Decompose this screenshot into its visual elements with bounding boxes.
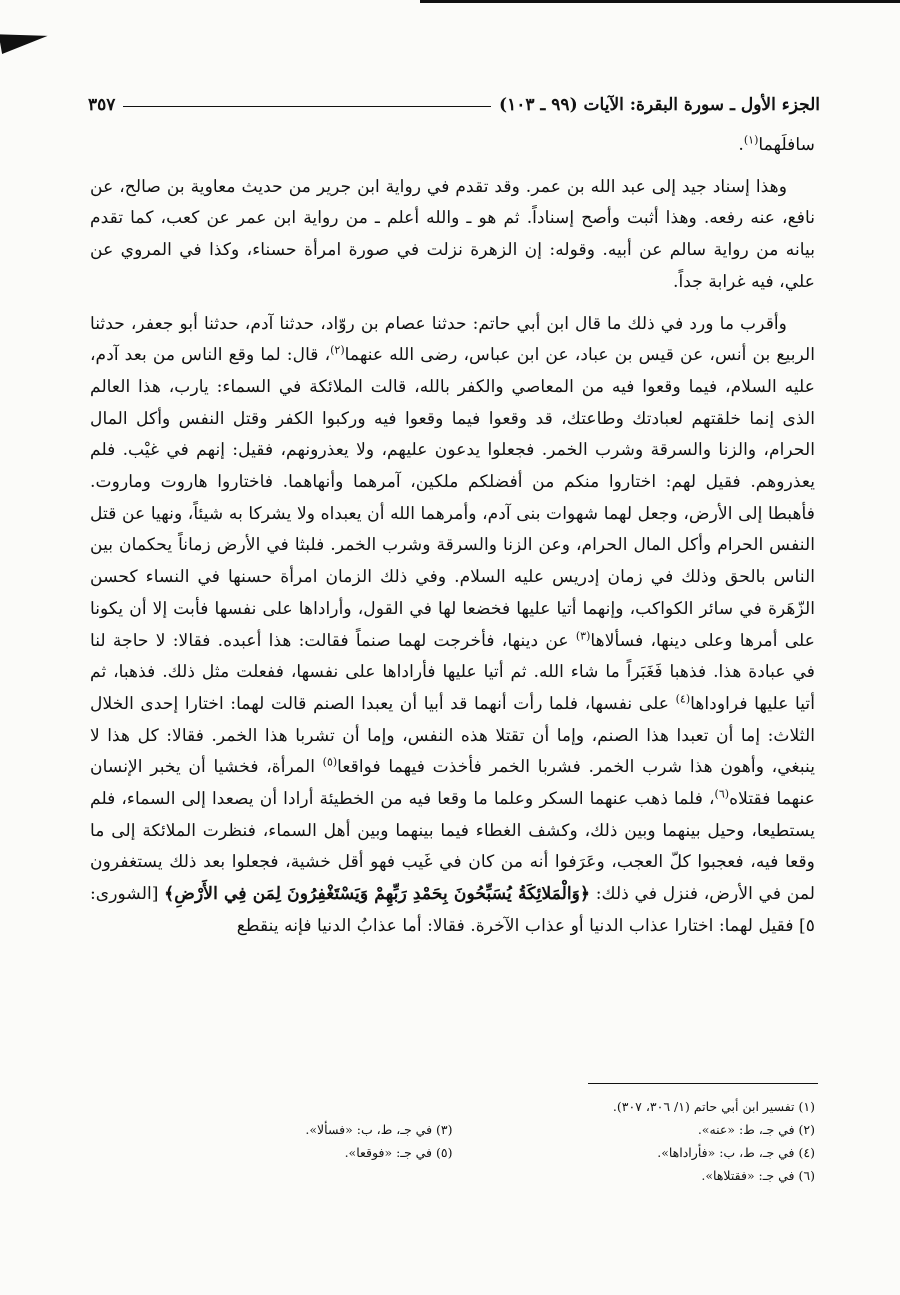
main-text xyxy=(90,130,815,943)
top-edge-rule xyxy=(420,0,900,12)
footnote-2: (٢) في جـ، ط: «عنه». xyxy=(697,1122,815,1137)
footnote-4: (٤) في جـ، ط، ب: «فأراداها». xyxy=(657,1145,815,1160)
footnote-5: (٥) في جـ: «فوقعا». xyxy=(344,1145,453,1160)
footnote-6: (٦) في جـ: «فقتلاها». xyxy=(701,1168,815,1183)
corner-arrow-mark xyxy=(0,26,49,54)
paragraph-isnad: وهذا إسناد جيد إلى عبد الله بن عمر. وقد تقدم في رواية ابن جرير من حديث معاوية بن صالح، عن نافع، عنه رفعه. وهذا أثبت وأصح إسناداً. ثم هو ـ والله أعلم ـ من رواية ابن عمر عن كعب، كما تقدم بيانه من رواية سالم عن أبيه. وقوله: إن الزهرة نزلت في صورة امرأة حسناء، وكذا في المروي عن علي، فيه غرابة جداً. xyxy=(90,176,815,292)
footnote-1: (١) تفسير ابن أبي حاتم (١/ ٣٠٦، ٣٠٧). xyxy=(612,1099,815,1114)
header-rule xyxy=(123,106,491,107)
page-number: ٣٥٧ xyxy=(88,95,116,115)
footnotes xyxy=(90,1095,815,1187)
footnote-3: (٣) في جـ، ط، ب: «فسألا». xyxy=(305,1122,453,1137)
running-header xyxy=(88,92,820,118)
paragraph-continuation: سافلَهما$^{(١)}$. xyxy=(738,133,815,155)
header-title: الجزء الأول ـ سورة البقرة: الآيات (٩٩ ـ ١٠٣) xyxy=(499,95,820,115)
paragraph-narration: وأقرب ما ورد في ذلك ما قال ابن أبي حاتم: حدثنا عصام بن روّاد، حدثنا آدم، حدثنا أبو جعفر، حدثنا الربيع بن أنس، عن قيس بن عباد، عن ابن عباس، رضى الله عنهما$^{(٢)}$، قال: لما وقع الناس من بعد آدم، عليه السلام، فيما وقعوا فيه من المعاصي والكفر بالله، قالت الملائكة في السماء: يارب، هذا العالم الذى إنما خلقتهم لعبادتك وطاعتك، قد وقعوا فيما وقعوا فيه وركبوا الكفر وقتل النفس وأكل المال الحرام، والزنا والسرقة وشرب الخمر. فجعلوا يدعون عليهم، ولا يعذرونهم، فقيل: إنهم في غيْب. فلم يعذروهم. فقيل لهم: اختاروا منكم من أفضلكم ملكين، آمرهما وأنهاهما. فاختاروا هاروت وماروت. فأهبطا إلى الأرض، وجعل لهما شهوات بنى آدم، وأمرهما الله أن يعبداه ولا يشركا به شيئاً، ونهيا عن قتل النفس الحرام وأكل المال الحرام، وعن الزنا والسرقة وشرب الخمر. فلبثا في الأرض زماناً يحكمان بين الناس بالحق وذلك في زمان إدريس عليه السلام. وفي ذلك الزمان امرأة حسنها في النساء كحسن الزّهَرة في سائر الكواكب، وإنهما أتيا عليها فخضعا لها في القول، وأراداها على نفسها فأبت إلا أن يكونا على أمرها وعلى دينها، فسألاها$^{(٣)}$ عن دينها، فأخرجت لهما صنماً فقالت: هذا أعبده. فقالا: لا حاجة لنا في عبادة هذا. فذهبا فَغَبَراً ما شاء الله. ثم أتيا عليها فأراداها على نفسها، ففعلت مثل ذلك. فذهبا، ثم أتيا عليها فراوداها$^{(٤)}$ على نفسها، فلما رأت أنهما قد أبيا أن يعبدا الصنم قالت لهما: اختارا إحدى الخلال الثلاث: إما أن تعبدا هذا الصنم، وإما أن تقتلا هذه النفس، وإما أن تشربا هذا الخمر. فقالا: كل هذا لا ينبغي، وأهون هذا شرب الخمر. فشربا الخمر فأخذت فيهما فواقعا$^{(٥)}$ المرأة، فخشيا أن يخبر الإنسان عنهما فقتلاه$^{(٦)}$، فلما ذهب عنهما السكر وعلما ما وقعا فيه من الخطيئة أرادا أن يصعدا إلى السماء، فلم يستطيعا، وحيل بينهما وبين ذلك، وكشف الغطاء فيما بينهما وبين أهل السماء، فنظرت الملائكة إلى ما وقعا فيه، فعجبوا كلّ العجب، وعَرَفوا أنه من كان في غَيب فهو أقل خشية، فجعلوا بعد ذلك يستغفرون لمن في الأرض، فنزل في ذلك: ﴿وَالْمَلائِكَةُ يُسَبِّحُونَ بِحَمْدِ رَبِّهِمْ وَيَسْتَغْفِرُونَ لِمَن فِي الأَرْضِ﴾ [الشورى: ٥] فقيل لهما: اختارا عذاب الدنيا أو عذاب الآخرة. فقالا: أما عذابُ الدنيا فإنه ينقطع xyxy=(90,313,815,936)
footnote-rule xyxy=(588,1083,818,1084)
